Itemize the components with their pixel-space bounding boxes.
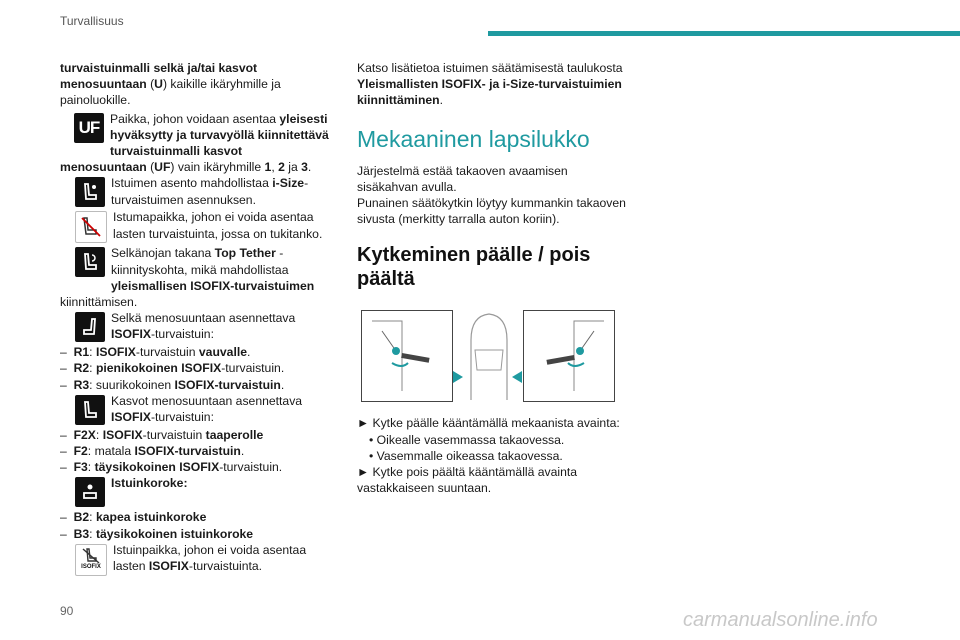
bullet-left-door: • Oikealle vasemmassa takaovessa. <box>369 432 565 447</box>
f2x-item: – F2X: ISOFIX-turvaistuin taaperolle <box>60 427 264 442</box>
child-lock-illustration <box>357 305 627 405</box>
isize-entry: Istuimen asento mahdollistaa i-Size-turvaistuimen asennuksen. <box>60 175 330 209</box>
step-off: ► Kytke pois päältä kääntämällä avainta vastakkaiseen suuntaan. <box>357 465 578 496</box>
right-column <box>357 60 627 496</box>
uf-icon: UF <box>74 113 104 143</box>
rear-facing-seat-icon <box>75 312 105 342</box>
booster-entry: Istuinkoroke: <box>60 475 330 509</box>
top-tether-entry: Selkänojan takana Top Tether -kiinnityskohta, mikä mahdollistaa yleismallisen ISOFIX-turvaistuimen kiinnittämisen. <box>60 246 315 310</box>
uf-entry: UF Paikka, johon voidaan asentaa yleisesti hyväksytty ja turvavyöllä kiinnitettävä turvaistuinmalli kasvot menosuuntaan (UF) vain ikäryhmille 1, 2 ja 3. <box>60 111 329 175</box>
rear-facing-entry: Selkä menosuuntaan asennettava ISOFIX-turvaistuin: <box>60 310 330 344</box>
left-door-panel <box>361 310 453 402</box>
arrow-left-indicator <box>453 371 463 383</box>
section-header: Turvallisuus <box>60 14 124 28</box>
top-tether-icon <box>75 247 105 277</box>
booster-seat-icon <box>75 477 105 507</box>
no-isofix-entry: ISOFIX Istuinpaikka, johon ei voida asentaa lasten ISOFIX-turvaistuinta. <box>60 542 330 578</box>
f2-item: – F2: matala ISOFIX-turvaistuin. <box>60 444 245 459</box>
forward-facing-entry: Kasvot menosuuntaan asennettava ISOFIX-turvaistuin: <box>60 393 330 427</box>
para-system: Järjestelmä estää takaoven avaamisen sisäkahvan avulla. <box>357 163 568 194</box>
more-info-paragraph: Katso lisätietoa istuimen säätämisestä taulukosta Yleismallisten ISOFIX- ja i-Size-turvaistuimien kiinnittäminen. <box>357 61 623 108</box>
bullet-right-door: • Vasemmalle oikeassa takaovessa. <box>369 448 563 463</box>
forward-facing-seat-icon <box>75 395 105 425</box>
heading-child-lock: Mekaaninen lapsilukko <box>357 125 590 152</box>
step-on: ► Kytke päälle kääntämällä mekaanista avainta: <box>357 416 620 431</box>
left-column <box>60 60 330 578</box>
watermark: carmanualsonline.info <box>683 609 878 631</box>
arrow-right-indicator <box>512 371 522 383</box>
f3-item: – F3: täysikokoinen ISOFIX-turvaistuin. <box>60 460 283 475</box>
header-accent-bar <box>488 31 960 36</box>
r2-item: – R2: pienikokoinen ISOFIX-turvaistuin. <box>60 361 285 376</box>
heading-on-off: Kytkeminen päälle / pois päältä <box>357 244 591 291</box>
child-seat-isize-icon <box>75 177 105 207</box>
r1-item: – R1: ISOFIX-turvaistuin vauvalle. <box>60 345 251 360</box>
r3-item: – R3: suurikokoinen ISOFIX-turvaistuin. <box>60 377 285 392</box>
b3-item: – B3: täysikokoinen istuinkoroke <box>60 526 254 541</box>
intro-paragraph: turvaistuinmalli selkä ja/tai kasvot menosuuntaan (U) kaikille ikäryhmille ja painoluokille. <box>60 61 281 108</box>
right-door-panel <box>523 310 615 402</box>
page-number: 90 <box>60 604 74 618</box>
b2-item: – B2: kapea istuinkoroke <box>60 510 207 525</box>
para-switch: Punainen säätökytkin löytyy kummankin takaoven sivusta (merkitty tarralla auton koriin). <box>357 196 626 227</box>
no-support-leg-icon <box>75 211 107 243</box>
no-support-leg-entry: Istumapaikka, johon ei voida asentaa lasten turvaistuinta, jossa on tukitanko. <box>60 209 330 245</box>
no-isofix-icon: ISOFIX <box>75 544 107 576</box>
car-top-view <box>461 310 517 400</box>
